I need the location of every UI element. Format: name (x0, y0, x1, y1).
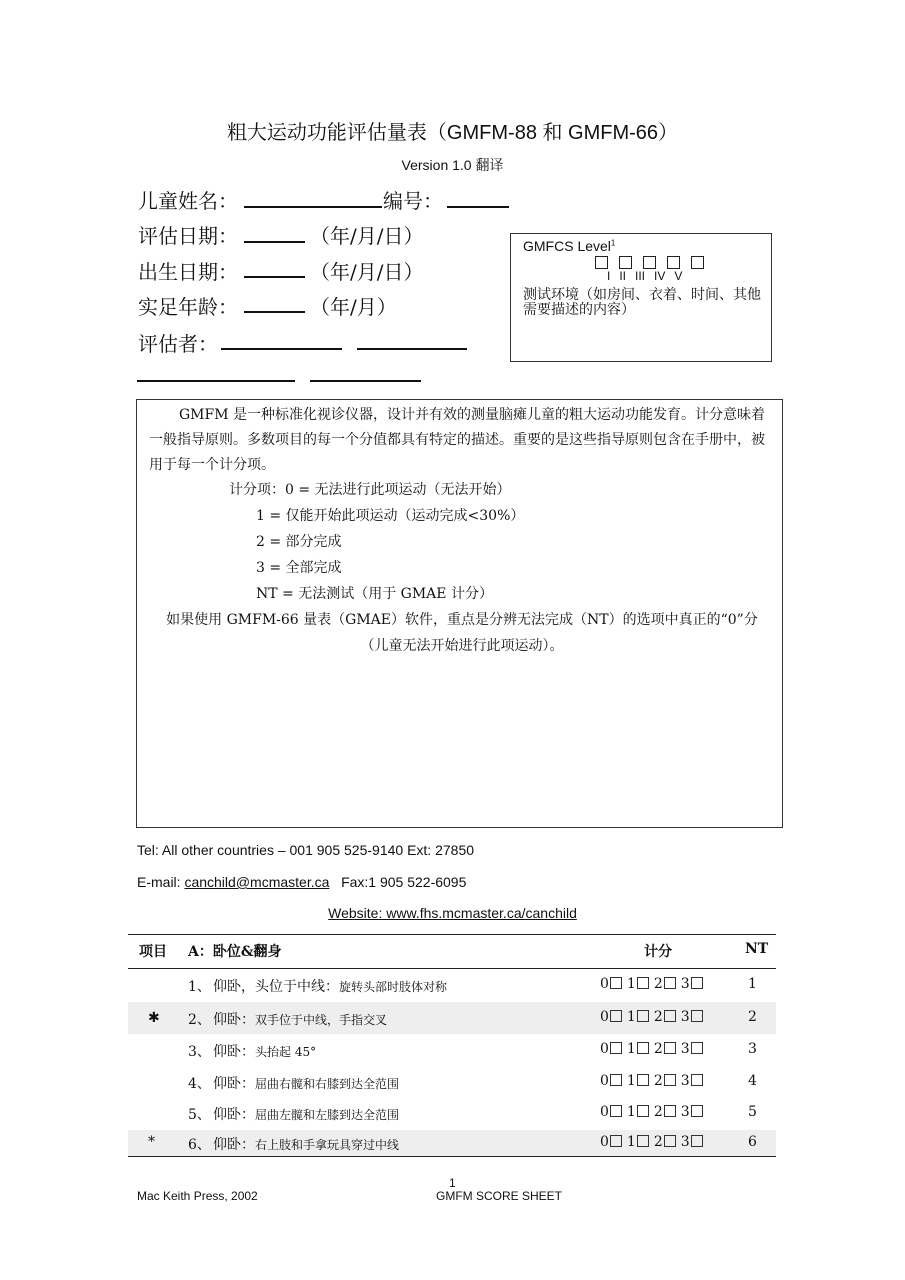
instructions-box (136, 399, 783, 828)
row-star: ✱ (148, 1010, 160, 1026)
gmfcs-level-5-label: V (674, 269, 683, 283)
row-number: 1、 (188, 979, 211, 995)
header-score: 计分 (644, 944, 672, 960)
score-1-checkbox[interactable] (637, 977, 649, 989)
row-star: * (148, 1134, 155, 1150)
row-nt: 3 (748, 1041, 757, 1057)
test-environment-text: 测试环境（如房间、衣着、时间、其他需要描述的内容） (523, 287, 761, 318)
score-1-checkbox[interactable] (637, 1105, 649, 1117)
score-0-checkbox[interactable] (610, 1105, 622, 1117)
score-2-checkbox[interactable] (664, 1074, 676, 1086)
age-label: 实足年龄： (138, 295, 238, 319)
tel-line: Tel: All other countries – 001 905 525-9140 Ext: 27850 (137, 842, 475, 858)
gmfcs-level-3-checkbox[interactable] (643, 256, 656, 269)
score-2-checkbox[interactable] (664, 1135, 676, 1147)
row-description: 仰卧：头抬起 45° (213, 1044, 317, 1060)
row-description: 仰卧，头位于中线：旋转头部时肢体对称 (213, 979, 448, 995)
header-item: 项目 (139, 944, 167, 960)
table-row (128, 1130, 776, 1156)
email-link[interactable]: canchild@mcmaster.ca (184, 874, 330, 890)
score-0-checkbox[interactable] (610, 1074, 622, 1086)
gmfcs-level-5-checkbox[interactable] (691, 256, 704, 269)
row-scores: 0 1 2 3 (600, 976, 708, 992)
row-scores: 0 1 2 3 (600, 1073, 708, 1089)
score-3-checkbox[interactable] (691, 1105, 703, 1117)
page-number: 1 (449, 1176, 456, 1190)
row-description: 仰卧：右上肢和手拿玩具穿过中线 (213, 1137, 400, 1153)
table-row (128, 1002, 776, 1034)
version-label: Version 1.0 翻译 (401, 157, 504, 173)
gmfcs-level-2-checkbox[interactable] (619, 256, 632, 269)
score-3-checkbox[interactable] (691, 977, 703, 989)
score-1-checkbox[interactable] (637, 1042, 649, 1054)
publisher-footer: Mac Keith Press, 2002 (137, 1189, 258, 1203)
gmfcs-box (510, 233, 772, 362)
score-0-checkbox[interactable] (610, 1135, 622, 1147)
email-line (137, 874, 466, 890)
birth-date-label: 出生日期： (138, 260, 238, 284)
row-description: 仰卧：屈曲右髋和右膝到达全范围 (213, 1076, 400, 1092)
row-description: 仰卧：双手位于中线，手指交叉 (213, 1012, 388, 1028)
birth-date-field[interactable] (244, 276, 305, 278)
child-name-label: 儿童姓名： (138, 189, 238, 213)
table-row (128, 1034, 776, 1066)
gmfcs-level-2-label: II (619, 269, 627, 283)
table-row (128, 969, 776, 1001)
score-2-checkbox[interactable] (664, 1010, 676, 1022)
row-scores: 0 1 2 3 (600, 1104, 708, 1120)
instructions-paragraph: GMFM 是一种标准化视诊仪器，设计并有效的测量脑瘫儿童的粗大运动功能发育。计分意味着一般指导原则。多数项目的每一个分值都具有特定的描述。重要的是这些指导原则包含在手册中，被用于每一个计分项。 (149, 407, 766, 473)
score-1-checkbox[interactable] (637, 1010, 649, 1022)
gmfcs-title: GMFCS Level$^1$ (523, 238, 616, 254)
fax-text: Fax:1 905 522-6095 (341, 874, 467, 890)
gmfcs-roman-labels (607, 269, 691, 283)
gmfcs-level-1-checkbox[interactable] (595, 256, 608, 269)
id-number-field[interactable] (447, 206, 509, 208)
assess-date-label: 评估日期： (138, 224, 238, 248)
table-row (128, 1097, 776, 1129)
age-unit: （年/月） (310, 295, 397, 319)
assessor-field-4[interactable] (310, 380, 421, 382)
score-3-checkbox[interactable] (691, 1135, 703, 1147)
assess-date-unit: （年/月/日） (310, 224, 424, 248)
score-3-checkbox[interactable] (691, 1042, 703, 1054)
row-scores: 0 1 2 3 (600, 1134, 708, 1150)
table-row (128, 1066, 776, 1098)
gmfcs-level-1-label: I (607, 269, 611, 283)
email-label: E-mail: (137, 874, 185, 890)
assessor-field-1[interactable] (221, 348, 342, 350)
score-1-checkbox[interactable] (637, 1074, 649, 1086)
gmfcs-level-4-checkbox[interactable] (667, 256, 680, 269)
row-nt: 5 (748, 1104, 757, 1120)
id-number-label: 编号： (383, 189, 443, 213)
row-number: 6、 (188, 1137, 211, 1153)
score-2-checkbox[interactable] (664, 1042, 676, 1054)
score-3-line: 3 = 全部完成 (256, 560, 342, 576)
assessor-field-2[interactable] (357, 348, 467, 350)
score-0-checkbox[interactable] (610, 1042, 622, 1054)
website-line (0, 905, 905, 921)
score-0-line: 计分项：0 = 无法进行此项运动（无法开始） (229, 482, 511, 498)
score-nt-line: NT = 无法测试（用于 GMAE 计分） (256, 586, 493, 602)
row-number: 5、 (188, 1107, 211, 1123)
row-description: 仰卧：屈曲左髋和左膝到达全范围 (213, 1107, 400, 1123)
score-0-checkbox[interactable] (610, 977, 622, 989)
score-1-line: 1 = 仅能开始此项运动（运动完成<30%） (256, 508, 525, 524)
assess-date-field[interactable] (244, 241, 305, 243)
child-name-field[interactable] (244, 206, 382, 208)
row-nt: 6 (748, 1134, 757, 1150)
gmfcs-level-3-label: III (635, 269, 646, 283)
score-1-checkbox[interactable] (637, 1135, 649, 1147)
header-section: A：卧位&翻身 (188, 944, 282, 960)
row-scores: 0 1 2 3 (600, 1009, 708, 1025)
assessor-label: 评估者： (138, 332, 218, 356)
age-field[interactable] (244, 311, 305, 313)
gmae-note-2: （儿童无法开始进行此项运动）。 (360, 638, 564, 654)
header-nt: NT (745, 941, 769, 957)
gmae-note: 如果使用 GMFM-66 量表（GMAE）软件，重点是分辨无法完成（NT）的选项中真正的“0”分 (166, 612, 758, 628)
row-number: 3、 (188, 1044, 211, 1060)
document-title: 粗大运动功能评估量表（GMFM-88 和 GMFM-66） (226, 122, 679, 144)
birth-date-unit: （年/月/日） (310, 260, 424, 284)
assessor-field-3[interactable] (137, 380, 295, 382)
row-number: 4、 (188, 1076, 211, 1092)
score-3-checkbox[interactable] (691, 1010, 703, 1022)
row-scores: 0 1 2 3 (600, 1041, 708, 1057)
score-0-checkbox[interactable] (610, 1010, 622, 1022)
score-2-checkbox[interactable] (664, 1105, 676, 1117)
row-nt: 1 (748, 976, 757, 992)
score-2-line: 2 = 部分完成 (256, 534, 342, 550)
website-link[interactable]: Website: www.fhs.mcmaster.ca/canchild (328, 905, 577, 921)
gmfcs-level-4-label: IV (654, 269, 666, 283)
row-number: 2、 (188, 1012, 211, 1028)
row-nt: 2 (748, 1009, 757, 1025)
row-nt: 4 (748, 1073, 757, 1089)
score-2-checkbox[interactable] (664, 977, 676, 989)
score-3-checkbox[interactable] (691, 1074, 703, 1086)
sheet-footer: GMFM SCORE SHEET (436, 1189, 563, 1203)
